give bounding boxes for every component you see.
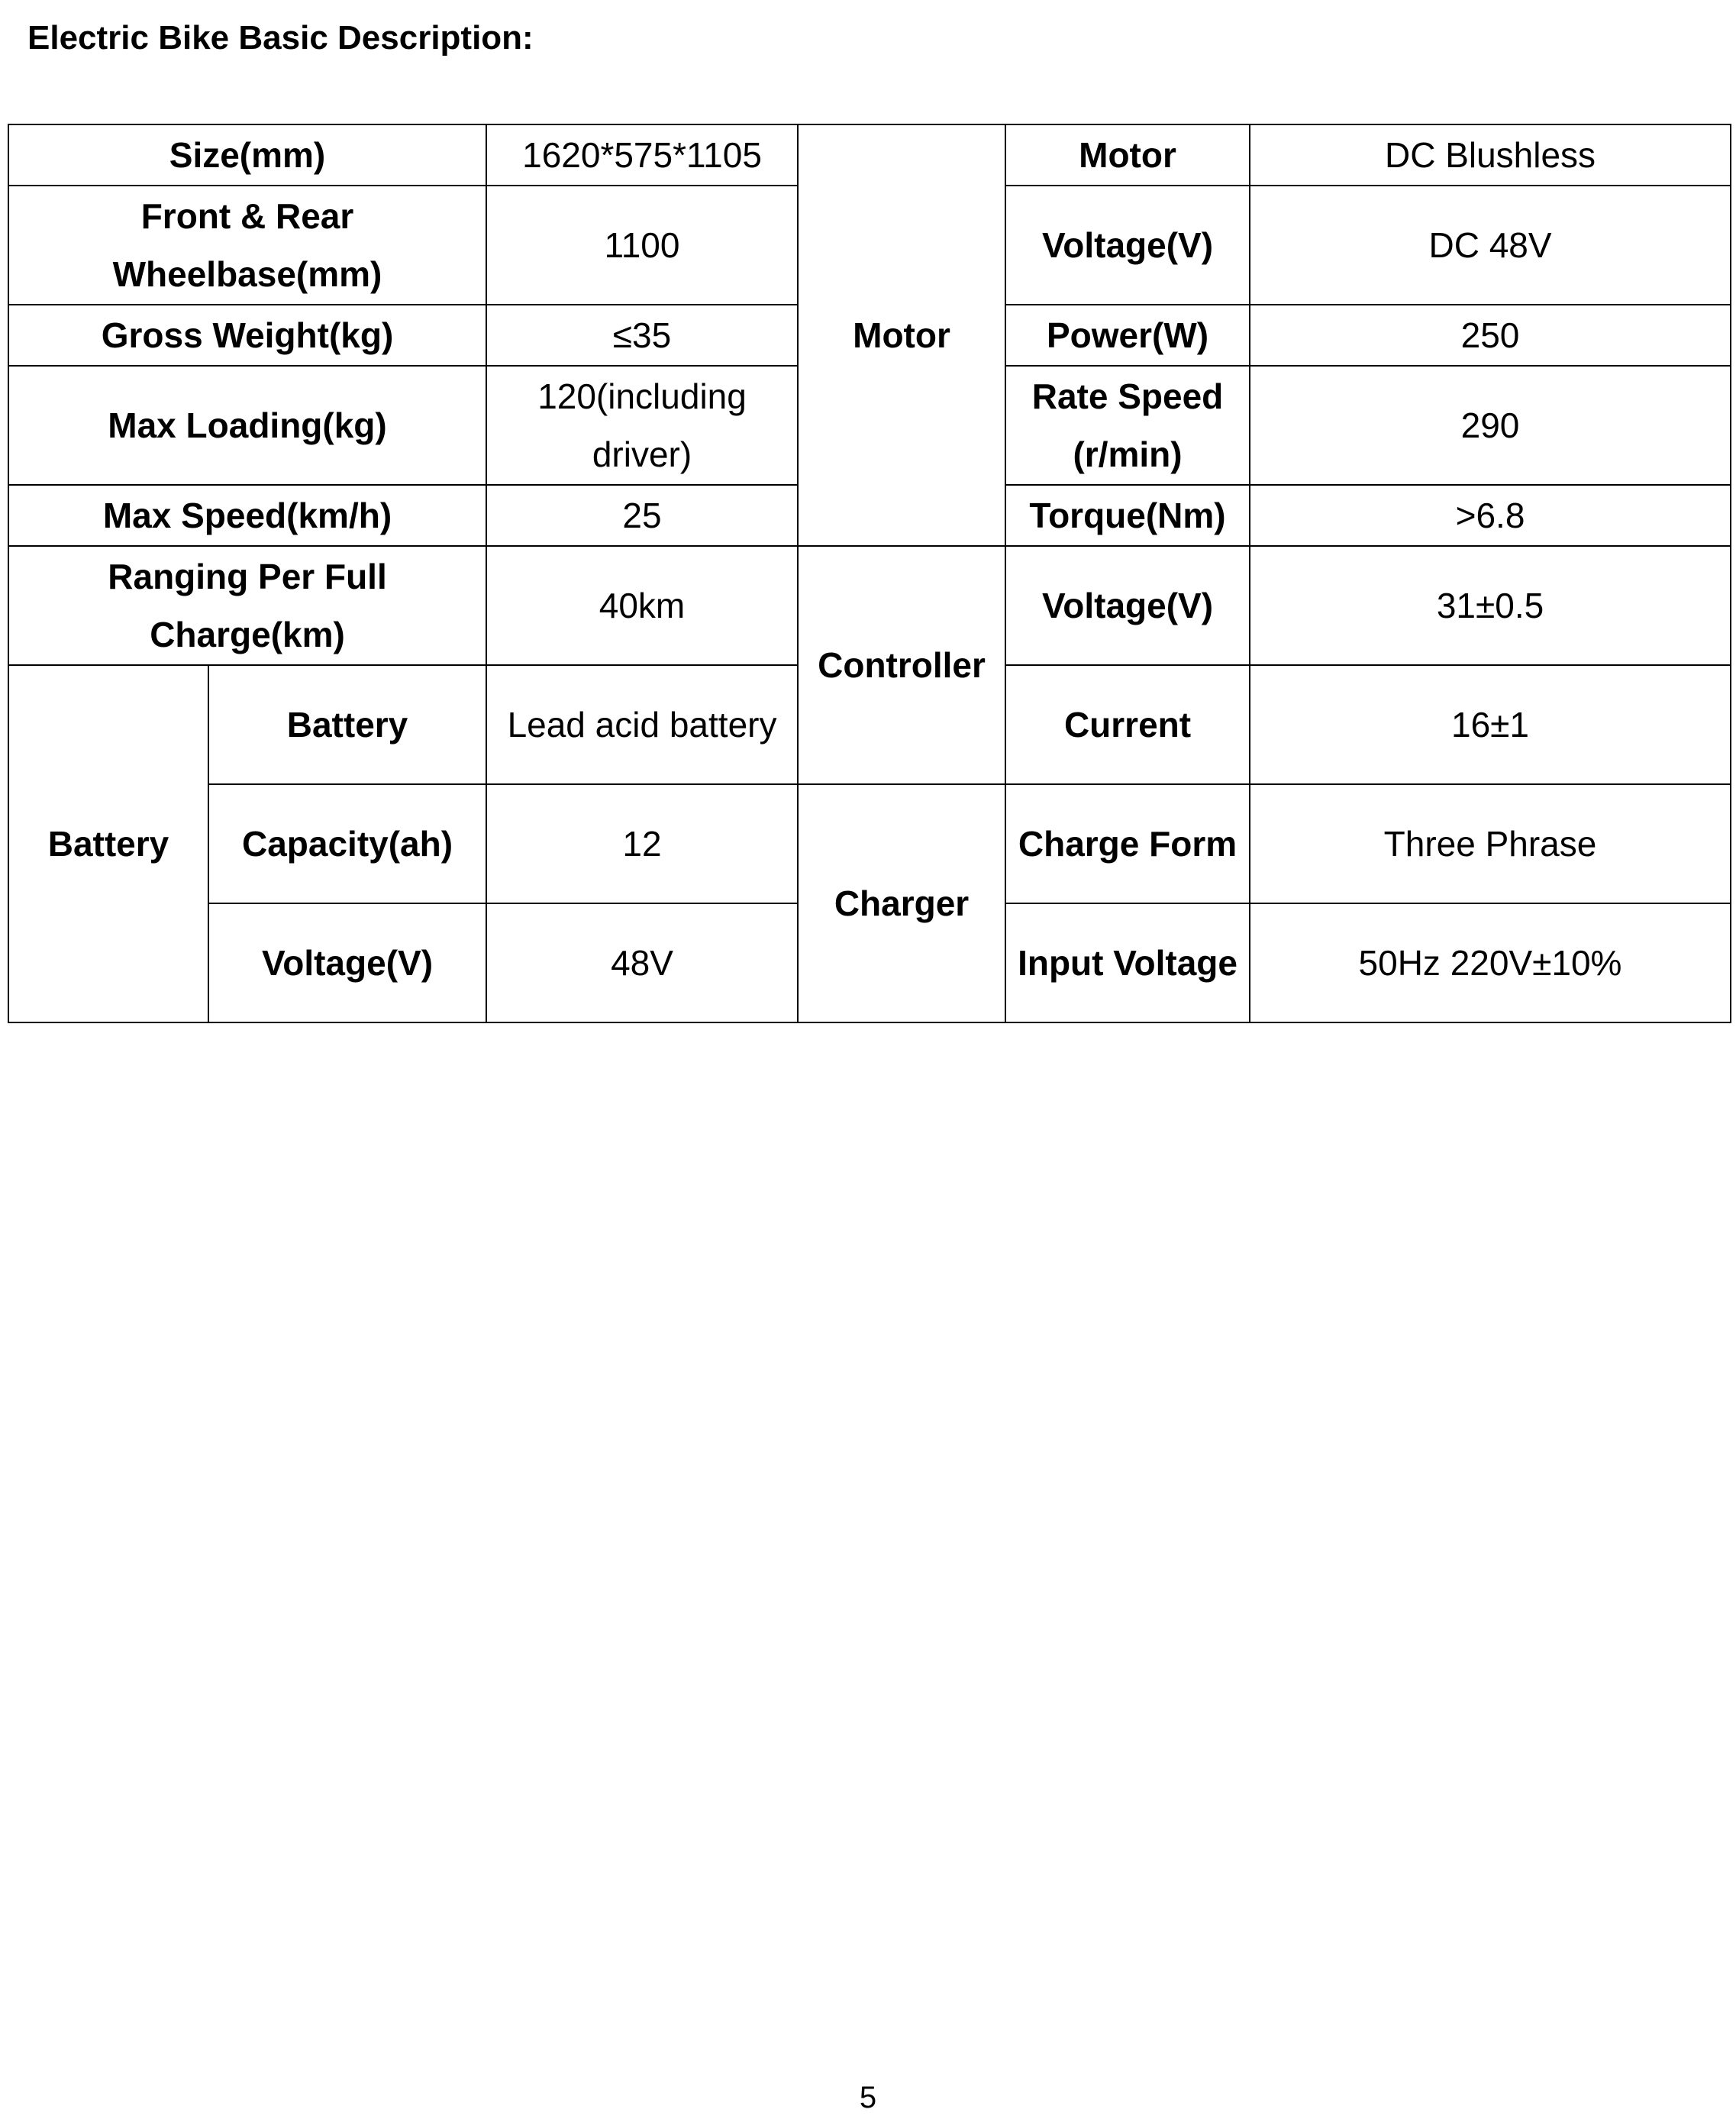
spec-value: 25 [486,485,798,546]
spec-label: Voltage(V) [208,903,486,1022]
spec-value: 48V [486,903,798,1022]
spec-label: Size(mm) [8,124,486,186]
spec-label: Torque(Nm) [1005,485,1250,546]
group-label-controller: Controller [798,546,1005,784]
spec-value: 1620*575*1105 [486,124,798,186]
spec-value: DC Blushless [1250,124,1731,186]
spec-label: Voltage(V) [1005,186,1250,305]
spec-value: 290 [1250,366,1731,485]
spec-value: 250 [1250,305,1731,366]
table-row [8,784,1731,903]
spec-value: 120(including driver) [486,366,798,485]
table-row [8,124,1731,186]
spec-label: Power(W) [1005,305,1250,366]
spec-value: Three Phrase [1250,784,1731,903]
spec-value: 12 [486,784,798,903]
spec-label: Ranging Per Full Charge(km) [8,546,486,665]
spec-label: Input Voltage [1005,903,1250,1022]
spec-value: Lead acid battery [486,665,798,784]
spec-value: DC 48V [1250,186,1731,305]
spec-label: Charge Form [1005,784,1250,903]
spec-label: Battery [208,665,486,784]
spec-label: Max Loading(kg) [8,366,486,485]
spec-value: 40km [486,546,798,665]
spec-label: Max Speed(km/h) [8,485,486,546]
spec-value: 1100 [486,186,798,305]
spec-label: Capacity(ah) [208,784,486,903]
table-row [8,546,1731,665]
spec-label: Motor [1005,124,1250,186]
spec-label: Gross Weight(kg) [8,305,486,366]
group-label-motor: Motor [798,124,1005,546]
page-number: 5 [859,2081,877,2114]
spec-label: Current [1005,665,1250,784]
spec-value: ≤35 [486,305,798,366]
spec-label: Rate Speed (r/min) [1005,366,1250,485]
spec-value: 31±0.5 [1250,546,1731,665]
group-label-battery: Battery [8,665,208,1022]
spec-table [8,124,1731,1023]
spec-value: 16±1 [1250,665,1731,784]
spec-label: Voltage(V) [1005,546,1250,665]
spec-value: >6.8 [1250,485,1731,546]
page-heading: Electric Bike Basic Description: [27,19,534,57]
group-label-charger: Charger [798,784,1005,1022]
spec-value: 50Hz 220V±10% [1250,903,1731,1022]
spec-label: Front & Rear Wheelbase(mm) [8,186,486,305]
